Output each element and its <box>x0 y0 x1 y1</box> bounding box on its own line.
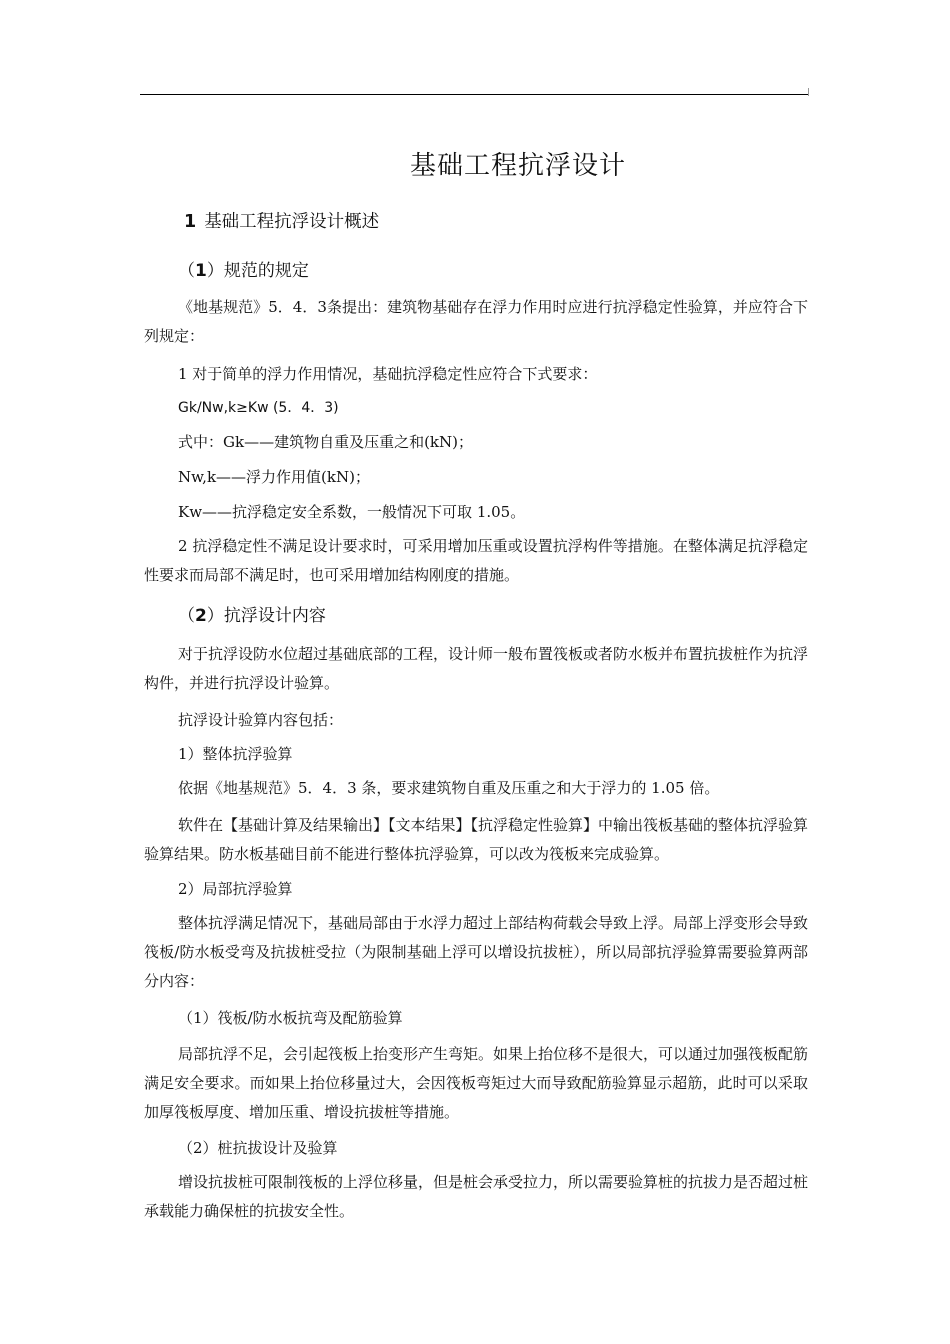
subsection-2-heading <box>178 601 326 626</box>
page-title: 基础工程抗浮设计 <box>409 151 626 181</box>
local-heading: 2）局部抗浮验算 <box>178 880 293 898</box>
local-paragraph: 整体抗浮满足情况下，基础局部由于水浮力超过上部结构荷载会导致上浮。局部上浮变形会导致筏板/防水板受弯及抗拔桩受拉（为限制基础上浮可以增设抗拔桩），所以局部抗浮验算需要验算两部分内容： <box>144 914 809 990</box>
overall-heading: 1）整体抗浮验算 <box>178 745 293 763</box>
overall-software: 软件在【基础计算及结果输出】【文本结果】【抗浮稳定性验算】中输出筏板基础的整体抗浮验算验算结果。防水板基础目前不能进行整体抗浮验算，可以改为筏板来完成验算。 <box>144 816 809 863</box>
paragraph-items: 抗浮设计验算内容包括： <box>178 711 344 729</box>
section-1-number: 1 <box>184 212 197 232</box>
where-kw: Kw——抗浮稳定安全系数，一般情况下可取 1.05。 <box>178 503 526 521</box>
header-rule <box>140 94 808 95</box>
where-gk: 式中：Gk——建筑物自重及压重之和(kN)； <box>178 433 473 451</box>
subsection-1-heading <box>178 256 309 281</box>
section-1-heading <box>184 208 379 233</box>
subsection-2-number: 2 <box>195 606 207 626</box>
section-1-title: 基础工程抗浮设计概述 <box>204 212 380 232</box>
overall-basis: 依据《地基规范》5．4．3 条，要求建筑物自重及压重之和大于浮力的 1.05 倍。 <box>178 779 720 797</box>
subsection-1-title: 规范的规定 <box>223 261 309 281</box>
subsection-1-number: 1 <box>195 261 207 281</box>
local-sub2-paragraph: 增设抗拔桩可限制筏板的上浮位移量，但是桩会承受拉力，所以需要验算桩的抗拔力是否超过桩承载能力确保桩的抗拔安全性。 <box>144 1173 809 1220</box>
local-sub2-heading: （2）桩抗拔设计及验算 <box>178 1139 338 1157</box>
item-2: 2 抗浮稳定性不满足设计要求时，可采用增加压重或设置抗浮构件等措施。在整体满足抗浮稳定性要求而局部不满足时，也可采用增加结构刚度的措施。 <box>144 537 808 584</box>
local-sub1-paragraph: 局部抗浮不足，会引起筏板上抬变形产生弯矩。如果上抬位移不是很大，可以通过加强筏板配筋满足安全要求。而如果上抬位移量过大，会因筏板弯矩过大而导致配筋验算显示超筋，此时可以采取加厚筏板厚度、增加压重、增设抗拔桩等措施。 <box>144 1045 809 1121</box>
item-1: 1 对于简单的浮力作用情况，基础抗浮稳定性应符合下式要求： <box>178 365 598 383</box>
subsection-1-close: ） <box>206 261 224 281</box>
subsection-2-open: （ <box>178 606 195 626</box>
paragraph-spec: 《地基规范》5．4．3条提出：建筑物基础存在浮力作用时应进行抗浮稳定性验算，并应符合下列规定： <box>144 298 808 345</box>
formula: Gk/Nw,k≥Kw (5．4．3) <box>178 400 339 416</box>
local-sub1-heading: （1）筏板/防水板抗弯及配筋验算 <box>178 1009 403 1027</box>
where-nw: Nw,k——浮力作用值(kN)； <box>178 468 370 486</box>
subsection-1-open: （ <box>178 261 195 281</box>
subsection-2-close: ） <box>206 606 224 626</box>
paragraph-design: 对于抗浮设防水位超过基础底部的工程，设计师一般布置筏板或者防水板并布置抗拔桩作为抗浮构件，并进行抗浮设计验算。 <box>144 645 809 692</box>
subsection-2-title: 抗浮设计内容 <box>223 606 326 626</box>
header-mark <box>808 88 809 96</box>
